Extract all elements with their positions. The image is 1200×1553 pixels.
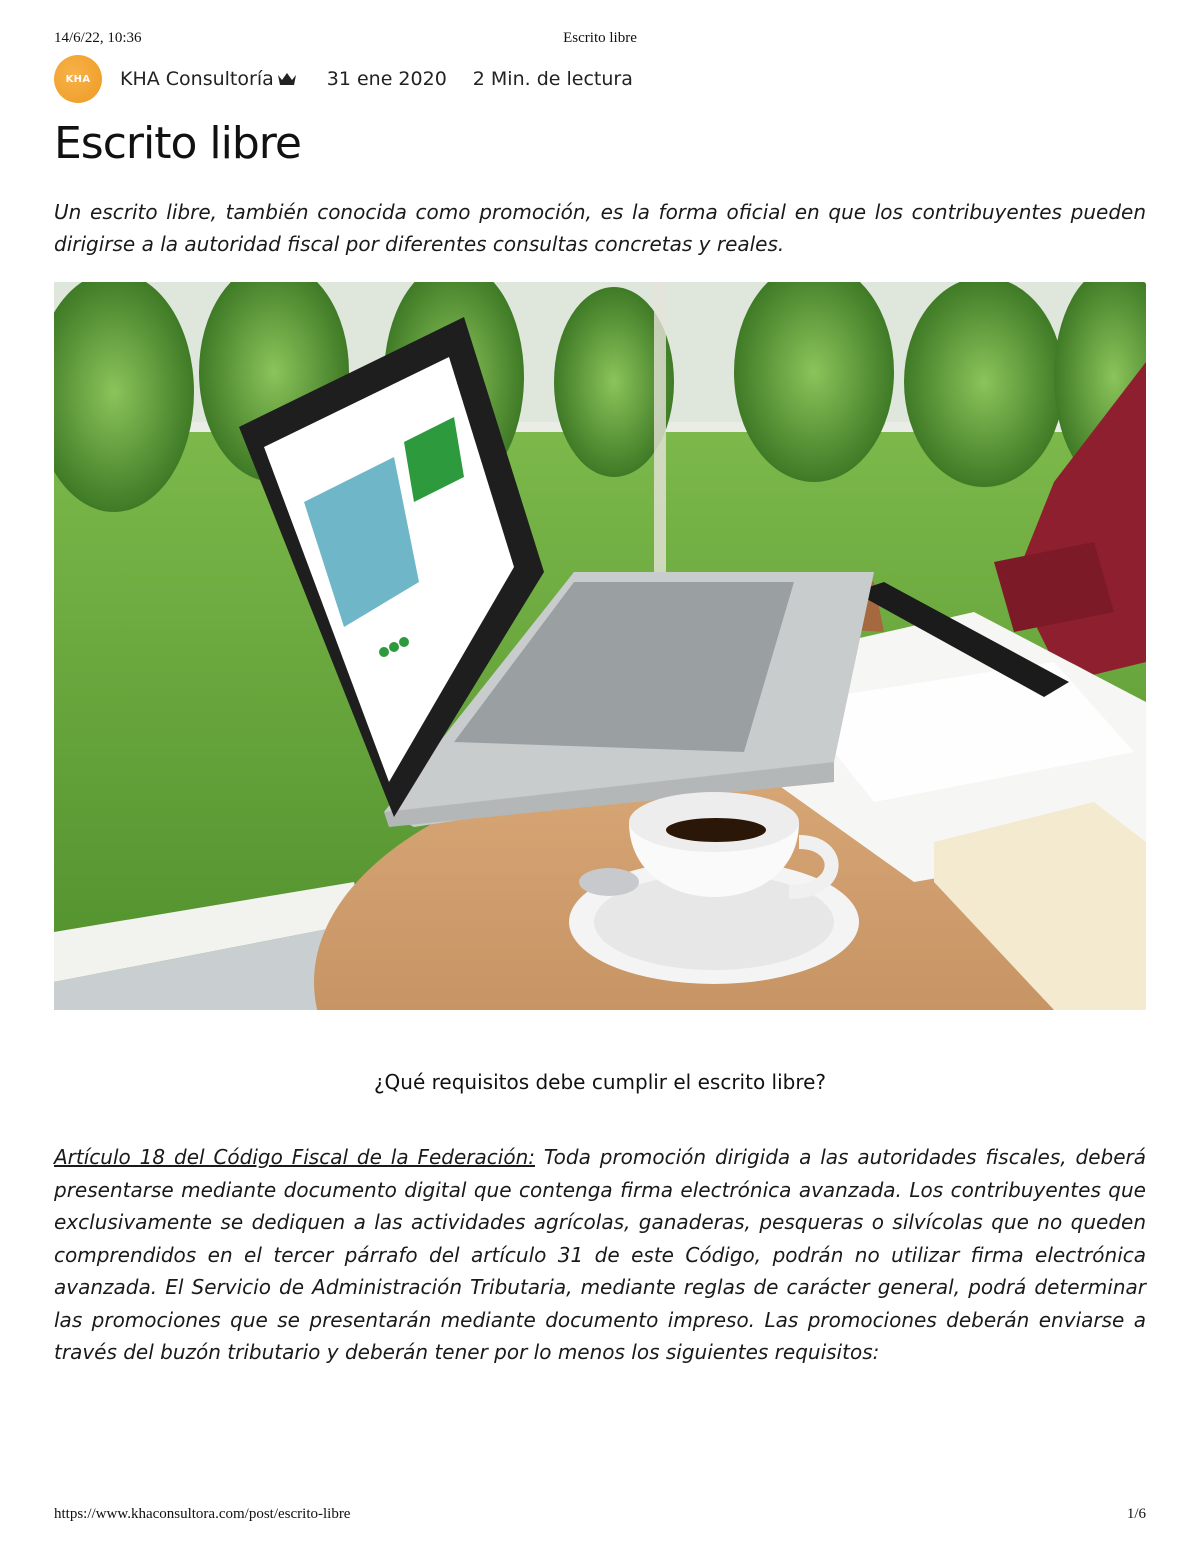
avatar-logo-text: KHA [65,73,91,85]
body-paragraph-text: Toda promoción dirigida a las autoridades fiscales, deberá presentarse mediante documento digital que contenga firma electrónica avanzada. Los contribuyentes que exclusivamente se dediquen a las actividades agrícolas, ganaderas, pesqueras o silvícolas que no queden comprendidos en el tercer párrafo del artículo 31 de este Código, podrán no utilizar firma electrónica avanzada. El Servicio de Administración Tributaria, mediante reglas de carácter general, podrá determinar las promociones que se presentarán mediante documento impreso. Las promociones deberán enviarse a través del buzón tributario y deberán tener por lo menos los siguientes requisitos: [54,1145,1146,1364]
print-title: Escrito libre [563,30,637,46]
print-header [54,30,1146,50]
post-meta [54,55,954,103]
author-name-text: KHA Consultoría [120,68,274,90]
crown-icon [277,72,297,86]
print-timestamp: 14/6/22, 10:36 [54,30,142,46]
print-footer [54,1506,1146,1526]
laptop-scene-illustration [54,282,1146,1010]
page-title: Escrito libre [54,118,301,169]
author-name[interactable] [120,68,297,90]
read-time: 2 Min. de lectura [472,68,633,90]
section-question: ¿Qué requisitos debe cumplir el escrito libre? [373,1070,827,1094]
author-avatar[interactable] [54,55,102,103]
article-reference-link[interactable]: Artículo 18 del Código Fiscal de la Federación: [54,1145,535,1169]
body-paragraph [54,1141,1146,1369]
lead-paragraph: Un escrito libre, también conocida como promoción, es la forma oficial en que los contribuyentes pueden dirigirse a la autoridad fiscal por diferentes consultas concretas y reales. [54,200,1146,256]
page-number: 1/6 [1126,1506,1146,1522]
hero-image [54,282,1146,1010]
print-url: https://www.khaconsultora.com/post/escrito-libre [54,1506,351,1522]
post-date: 31 ene 2020 [326,68,447,90]
